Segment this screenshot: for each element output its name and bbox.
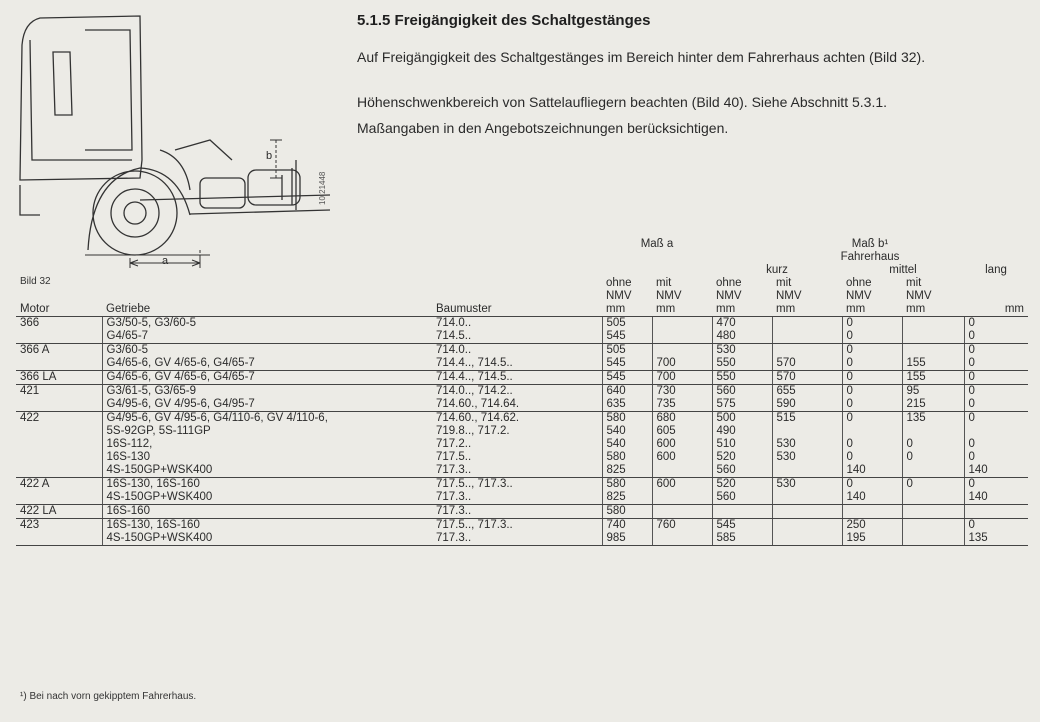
cell-motor: 366 [16, 317, 102, 344]
header-lang-mm: mm [964, 277, 1028, 317]
cell-m-mit [902, 317, 964, 344]
footnote: ¹) Bei nach vorn gekipptem Fahrerhaus. [20, 691, 197, 702]
cell-k-mit: 655 590 [772, 385, 842, 412]
header-getriebe: Getriebe [102, 277, 432, 317]
header-mass-a: Maß a [640, 238, 674, 250]
cell-a-ohne: 580 [602, 505, 652, 519]
cell-k-mit: 530 [772, 478, 842, 505]
cell-m-mit: 135 0 0 [902, 412, 964, 478]
cell-a-ohne: 545 [602, 371, 652, 385]
cell-m-ohne: 0 0 [842, 317, 902, 344]
cell-k-ohne: 545 585 [712, 519, 772, 546]
paragraph-1: Auf Freigängigkeit des Schaltgestänges im Bereich hinter dem Fahrerhaus achten (Bild 32). [357, 49, 926, 65]
cell-k-mit [772, 505, 842, 519]
cell-a-mit: 730 735 [652, 385, 712, 412]
cell-k-mit: 570 [772, 371, 842, 385]
header-m-ohne: ohne NMV mm [842, 277, 902, 317]
cell-a-ohne: 505 545 [602, 317, 652, 344]
cell-motor: 423 [16, 519, 102, 546]
table-row [16, 371, 1028, 385]
header-a-mit: mit NMV mm [652, 277, 712, 317]
header-mass-b-label: Maß b¹ [851, 238, 889, 250]
table-row [16, 344, 1028, 371]
cell-motor: 422 A [16, 478, 102, 505]
cell-baumuster: 717.5.., 717.3.. 717.3.. [432, 519, 602, 546]
cell-m-mit: 155 [902, 371, 964, 385]
figure-label: Bild 32 [20, 276, 51, 287]
header-a-ohne: ohne NMV mm [602, 277, 652, 317]
cell-m-mit [902, 519, 964, 546]
cell-a-mit: 600 [652, 478, 712, 505]
cell-getriebe: 16S-130, 16S-160 4S-150GP+WSK400 [102, 519, 432, 546]
cell-a-mit [652, 317, 712, 344]
figure-label-row [16, 264, 102, 277]
cell-k-mit [772, 317, 842, 344]
cell-m-ohne [842, 505, 902, 519]
cell-baumuster: 714.0.., 714.2.. 714.60., 714.64. [432, 385, 602, 412]
header-k-mit: mit NMV mm [772, 277, 842, 317]
cell-lang [964, 505, 1028, 519]
cell-lang: 0 0 [964, 344, 1028, 371]
cell-getriebe: G3/61-5, G3/65-9 G4/95-6, GV 4/95-6, G4/95-7 [102, 385, 432, 412]
cell-m-ohne: 0 [842, 371, 902, 385]
cell-motor: 422 [16, 412, 102, 478]
spec-table [16, 234, 1028, 546]
cell-a-mit: 700 [652, 344, 712, 371]
table-row [16, 317, 1028, 344]
section-heading: 5.1.5 Freigängigkeit des Schaltgestänges [357, 12, 651, 29]
cell-m-mit: 155 [902, 344, 964, 371]
cell-lang: 0 0 0 140 [964, 412, 1028, 478]
cell-baumuster: 717.3.. [432, 505, 602, 519]
cell-lang: 0 140 [964, 478, 1028, 505]
cell-getriebe: G4/65-6, GV 4/65-6, G4/65-7 [102, 371, 432, 385]
header-kurz: kurz [766, 264, 788, 276]
cell-a-mit: 680 605 600 600 [652, 412, 712, 478]
cell-a-ohne: 580 825 [602, 478, 652, 505]
dimension-b-label: b [266, 150, 273, 162]
header-fahrerhaus: Fahrerhaus [840, 251, 900, 263]
header-lang: lang [985, 264, 1007, 276]
cell-k-ohne: 560 575 [712, 385, 772, 412]
cell-k-mit [772, 519, 842, 546]
cell-a-ohne: 740 985 [602, 519, 652, 546]
header-m-mit: mit NMV mm [902, 277, 964, 317]
cell-a-ohne: 640 635 [602, 385, 652, 412]
table-row [16, 385, 1028, 412]
cell-m-ohne: 0 0 0 140 [842, 412, 902, 478]
cell-k-ohne: 470 480 [712, 317, 772, 344]
cell-lang: 0 0 [964, 317, 1028, 344]
cell-getriebe: G4/95-6, GV 4/95-6, G4/110-6, GV 4/110-6, 5S-92GP, 5S-111GP 16S-112, 16S-130 4S-150GP+WSK400 [102, 412, 432, 478]
cell-lang: 0 0 [964, 385, 1028, 412]
figure-code: 10 21448 [318, 171, 327, 205]
dimension-a-label: a [162, 255, 169, 267]
cell-m-mit: 95 215 [902, 385, 964, 412]
cell-k-ohne [712, 505, 772, 519]
cell-getriebe: G3/50-5, G3/60-5 G4/65-7 [102, 317, 432, 344]
cell-a-mit [652, 505, 712, 519]
cell-baumuster: 714.4.., 714.5.. [432, 371, 602, 385]
header-mass-b [712, 234, 1028, 264]
table-row [16, 505, 1028, 519]
table-row [16, 478, 1028, 505]
cell-k-mit: 515 530 530 [772, 412, 842, 478]
cell-baumuster: 714.0.. 714.5.. [432, 317, 602, 344]
header-mittel: mittel [889, 264, 917, 276]
cell-motor: 421 [16, 385, 102, 412]
cell-m-ohne: 0 140 [842, 478, 902, 505]
cell-a-ohne: 580 540 540 580 825 [602, 412, 652, 478]
cell-k-ohne: 520 560 [712, 478, 772, 505]
header-baumuster: Baumuster [432, 277, 602, 317]
table-row [16, 519, 1028, 546]
cell-a-mit: 760 [652, 519, 712, 546]
cell-baumuster: 714.60., 714.62. 719.8.., 717.2. 717.2.. 717.5.. 717.3.. [432, 412, 602, 478]
paragraph-3: Maßangaben in den Angebotszeichnungen berücksichtigen. [357, 120, 729, 136]
cell-lang: 0 135 [964, 519, 1028, 546]
cell-m-ohne: 0 0 [842, 385, 902, 412]
cell-m-mit: 0 [902, 478, 964, 505]
cell-getriebe: 16S-130, 16S-160 4S-150GP+WSK400 [102, 478, 432, 505]
cell-motor: 422 LA [16, 505, 102, 519]
cell-m-ohne: 250 195 [842, 519, 902, 546]
cell-a-ohne: 505 545 [602, 344, 652, 371]
cell-motor: 366 A [16, 344, 102, 371]
header-motor: Motor [16, 277, 102, 317]
cell-a-mit: 700 [652, 371, 712, 385]
table-row [16, 412, 1028, 478]
cell-motor: 366 LA [16, 371, 102, 385]
cell-lang: 0 [964, 371, 1028, 385]
cell-baumuster: 714.0.. 714.4.., 714.5.. [432, 344, 602, 371]
cell-k-ohne: 550 [712, 371, 772, 385]
cell-m-ohne: 0 0 [842, 344, 902, 371]
cell-baumuster: 717.5.., 717.3.. 717.3.. [432, 478, 602, 505]
cell-k-ohne: 530 550 [712, 344, 772, 371]
cell-m-mit [902, 505, 964, 519]
paragraph-2: Höhenschwenkbereich von Sattelaufliegern beachten (Bild 40). Siehe Abschnitt 5.3.1. [357, 94, 888, 110]
cell-k-mit: 570 [772, 344, 842, 371]
cell-k-ohne: 500 490 510 520 560 [712, 412, 772, 478]
cell-getriebe: G3/60-5 G4/65-6, GV 4/65-6, G4/65-7 [102, 344, 432, 371]
header-k-ohne: ohne NMV mm [712, 277, 772, 317]
cell-getriebe: 16S-160 [102, 505, 432, 519]
